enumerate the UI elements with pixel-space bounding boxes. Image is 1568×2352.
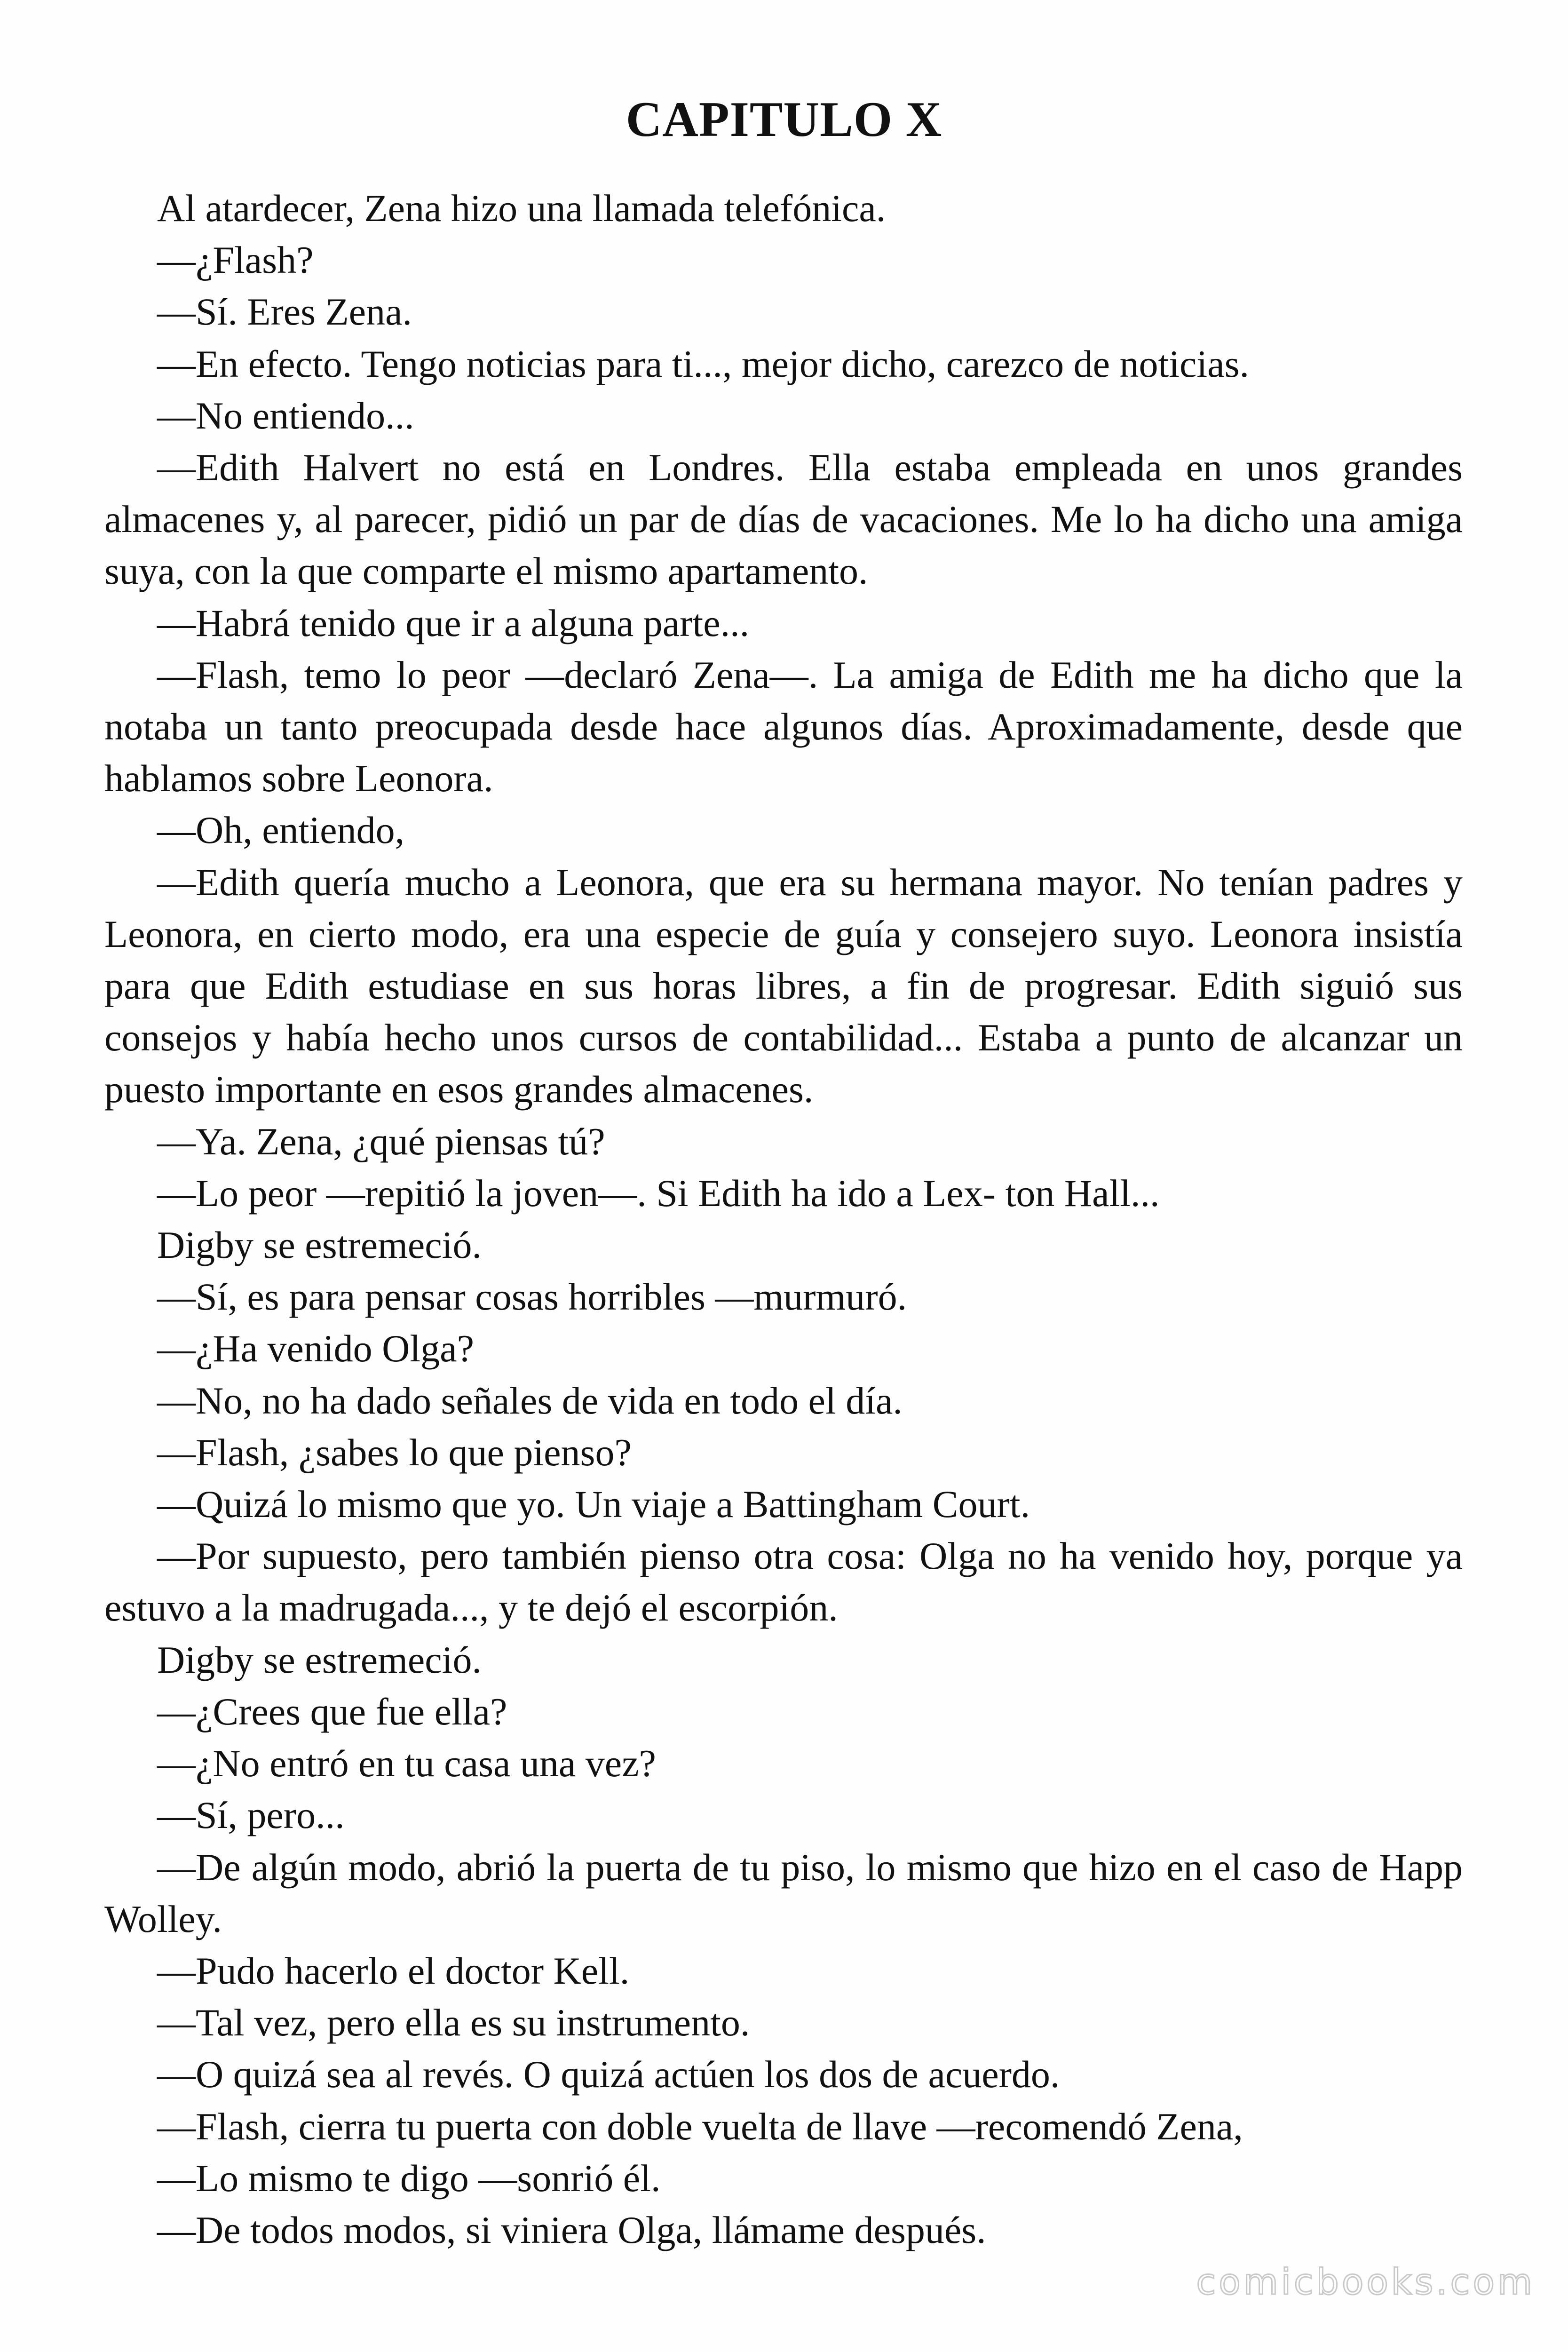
paragraph: Digby se estremeció. xyxy=(157,1224,482,1267)
paragraph: —Sí, es para pensar cosas horribles —murmuró. xyxy=(157,1275,907,1319)
paragraph: —¿Crees que fue ella? xyxy=(157,1690,507,1733)
chapter-title: CAPITULO X xyxy=(626,92,942,147)
chapter-text xyxy=(104,183,1463,2256)
paragraph: —Flash, ¿sabes lo que pienso? xyxy=(157,1430,632,1474)
paragraph: Digby se estremeció. xyxy=(157,1638,482,1681)
paragraph: —Por supuesto, pero también pienso otra cosa: Olga no ha venido hoy, porque ya estuvo a la madrugada..., y te dejó el escorpión. xyxy=(104,1534,1463,1629)
paragraph: —¿No entró en tu casa una vez? xyxy=(157,1742,656,1785)
paragraph: —Quizá lo mismo que yo. Un viaje a Battingham Court. xyxy=(157,1483,1030,1526)
paragraph: —Lo peor —repitió la joven—. Si Edith ha ido a Lex- ton Hall... xyxy=(157,1171,1160,1215)
paragraph: —Pudo hacerlo el doctor Kell. xyxy=(157,1949,630,1992)
paragraph: —No entiendo... xyxy=(157,394,414,437)
paragraph: —Edith Halvert no está en Londres. Ella estaba empleada en unos grandes almacenes y, al parecer, pidió un par de días de vacaciones. Me lo ha dicho una amiga suya, con la que comparte el mismo apartamento. xyxy=(104,446,1463,593)
watermark: comicbooks.com xyxy=(1196,2261,1535,2303)
paragraph: —¿Flash? xyxy=(157,238,314,282)
paragraph: —¿Ha venido Olga? xyxy=(157,1327,474,1370)
paragraph: —De todos modos, si viniera Olga, llámame después. xyxy=(157,2208,986,2251)
paragraph: —Oh, entiendo, xyxy=(157,809,405,852)
paragraph: —Sí, pero... xyxy=(157,1794,345,1837)
paragraph: —No, no ha dado señales de vida en todo el día. xyxy=(157,1379,903,1422)
paragraph: —Flash, cierra tu puerta con doble vuelta de llave —recomendó Zena, xyxy=(157,2105,1243,2148)
paragraph: —Tal vez, pero ella es su instrumento. xyxy=(157,2001,750,2044)
paragraph: —De algún modo, abrió la puerta de tu piso, lo mismo que hizo en el caso de Happ Wolley. xyxy=(104,1845,1463,1940)
paragraph: —Lo mismo te digo —sonrió él. xyxy=(157,2156,661,2200)
paragraph: Al atardecer, Zena hizo una llamada telefónica. xyxy=(157,187,886,230)
paragraph: —Flash, temo lo peor —declaró Zena—. La amiga de Edith me ha dicho que la notaba un tanto preocupada desde hace algunos días. Aproximadamente, desde que hablamos sobre Leonora. xyxy=(104,653,1463,800)
paragraph: —Edith quería mucho a Leonora, que era su hermana mayor. No tenían padres y Leonora, en cierto modo, era una especie de guía y consejero suyo. Leonora insistía para que Edith estudiase en sus horas libres, a fin de progresar. Edith siguió sus consejos y había hecho unos cursos de contabilidad... Estaba a punto de alcanzar un puesto importante en esos grandes almacenes. xyxy=(104,860,1463,1111)
paragraph: —En efecto. Tengo noticias para ti..., mejor dicho, carezco de noticias. xyxy=(157,342,1250,385)
paragraph: —O quizá sea al revés. O quizá actúen los dos de acuerdo. xyxy=(157,2053,1060,2096)
paragraph: —Sí. Eres Zena. xyxy=(157,290,412,334)
paragraph: —Ya. Zena, ¿qué piensas tú? xyxy=(157,1120,605,1163)
paragraph: —Habrá tenido que ir a alguna parte... xyxy=(157,601,750,644)
